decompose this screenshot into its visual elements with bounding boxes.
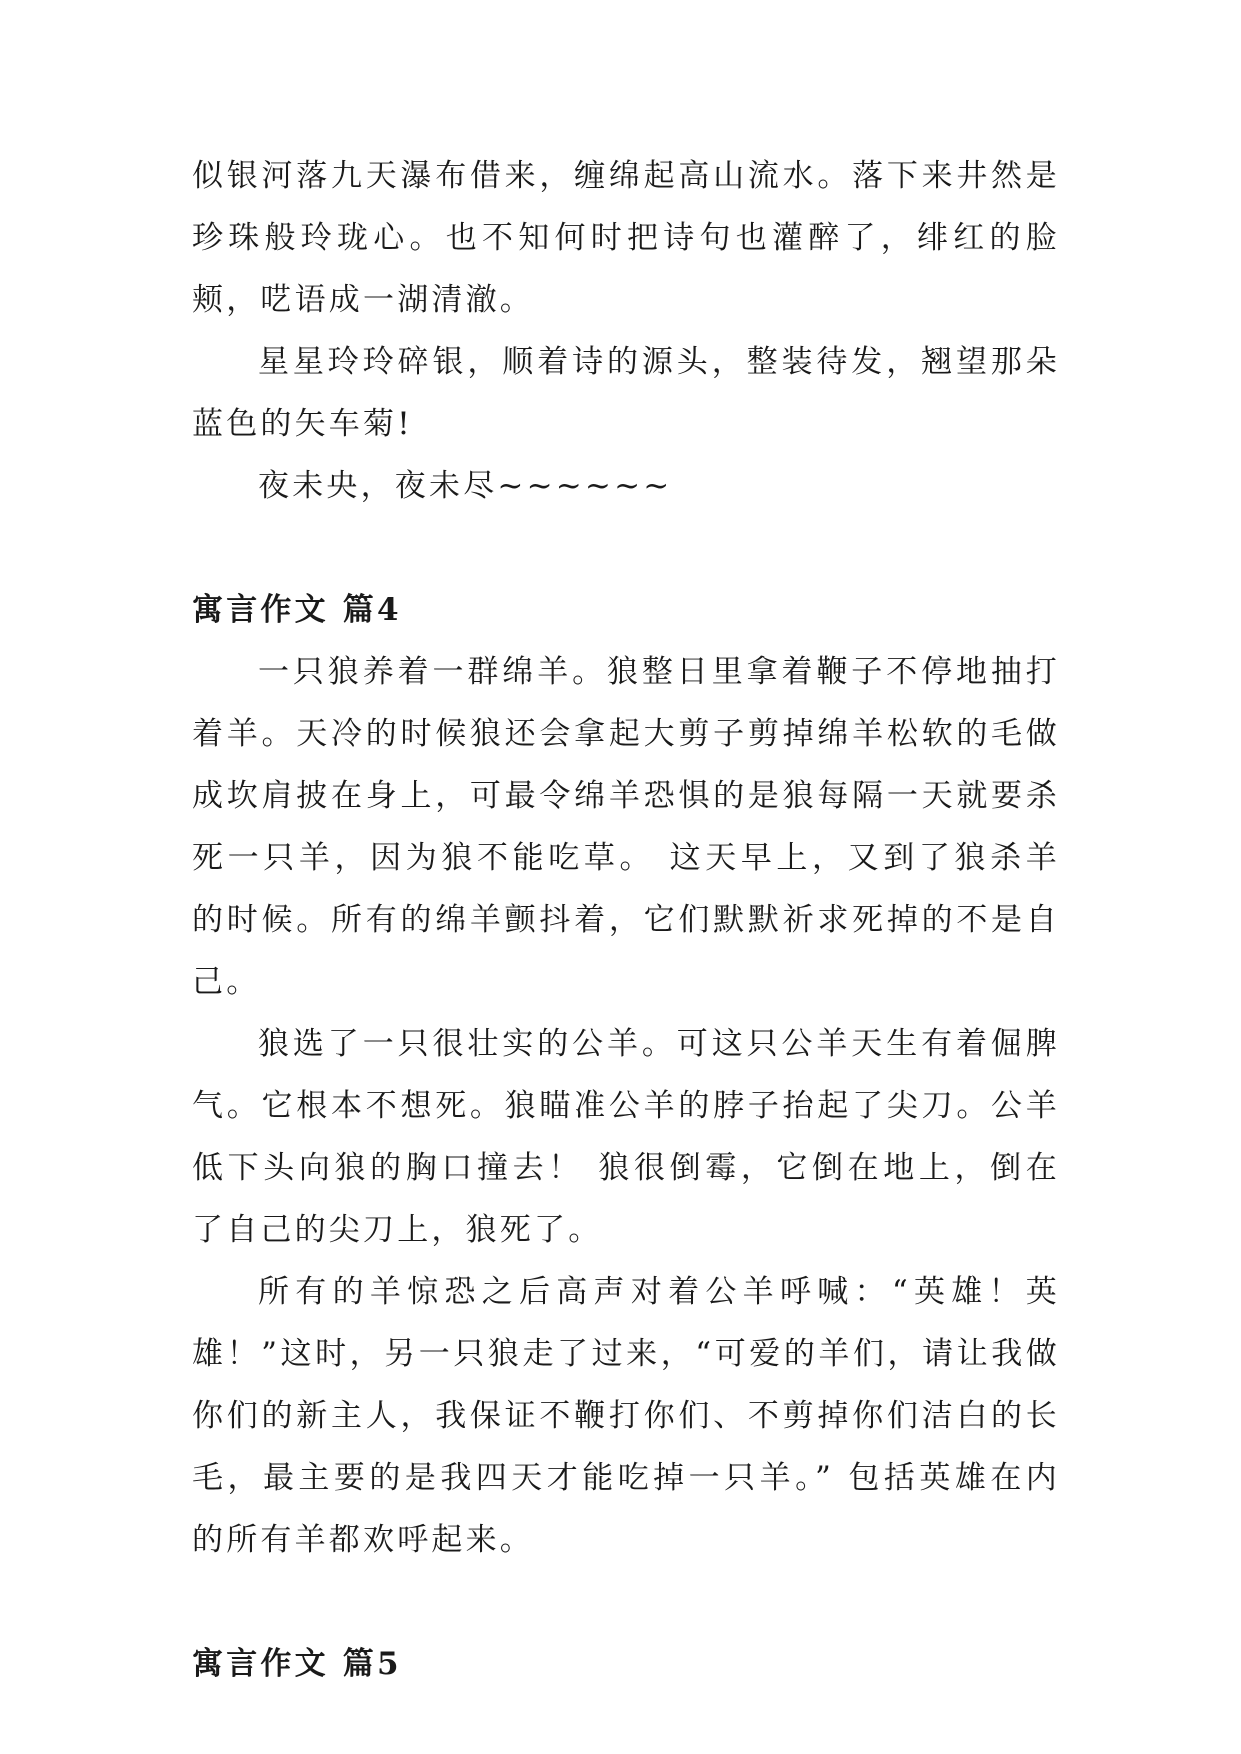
- paragraph: 狼选了一只很壮实的公羊。可这只公羊天生有着倔脾气。它根本不想死。狼瞄准公羊的脖子抬起了尖刀。公羊低下头向狼的胸口撞去！ 狼很倒霉，它倒在地上，倒在了自己的尖刀上，狼死了。: [192, 1026, 1060, 1248]
- document-page: [192, 145, 1060, 1695]
- paragraph: 夜未央，夜未尽~~~~~~: [258, 468, 673, 504]
- section-heading: 寓言作文 篇5: [192, 1646, 402, 1682]
- paragraph-continuation: 似银河落九天瀑布借来，缠绵起高山流水。落下来井然是珍珠般玲珑心。也不知何时把诗句也灌醉了，绯红的脸颊，呓语成一湖清澈。: [192, 158, 1060, 318]
- paragraph: 一只狼养着一群绵羊。狼整日里拿着鞭子不停地抽打着羊。天冷的时候狼还会拿起大剪子剪掉绵羊松软的毛做成坎肩披在身上，可最令绵羊恐惧的是狼每隔一天就要杀死一只羊，因为狼不能吃草。 这天早上，又到了狼杀羊的时候。所有的绵羊颤抖着，它们默默祈求死掉的不是自己。: [192, 654, 1060, 1000]
- section-heading: 寓言作文 篇4: [192, 592, 402, 628]
- paragraph: 所有的羊惊恐之后高声对着公羊呼喊：“英雄！英雄！”这时，另一只狼走了过来，“可爱的羊们，请让我做你们的新主人，我保证不鞭打你们、不剪掉你们洁白的长毛，最主要的是我四天才能吃掉一只羊。” 包括英雄在内的所有羊都欢呼起来。: [192, 1274, 1060, 1558]
- paragraph: 星星玲玲碎银，顺着诗的源头，整装待发，翘望那朵蓝色的矢车菊!: [192, 344, 1060, 442]
